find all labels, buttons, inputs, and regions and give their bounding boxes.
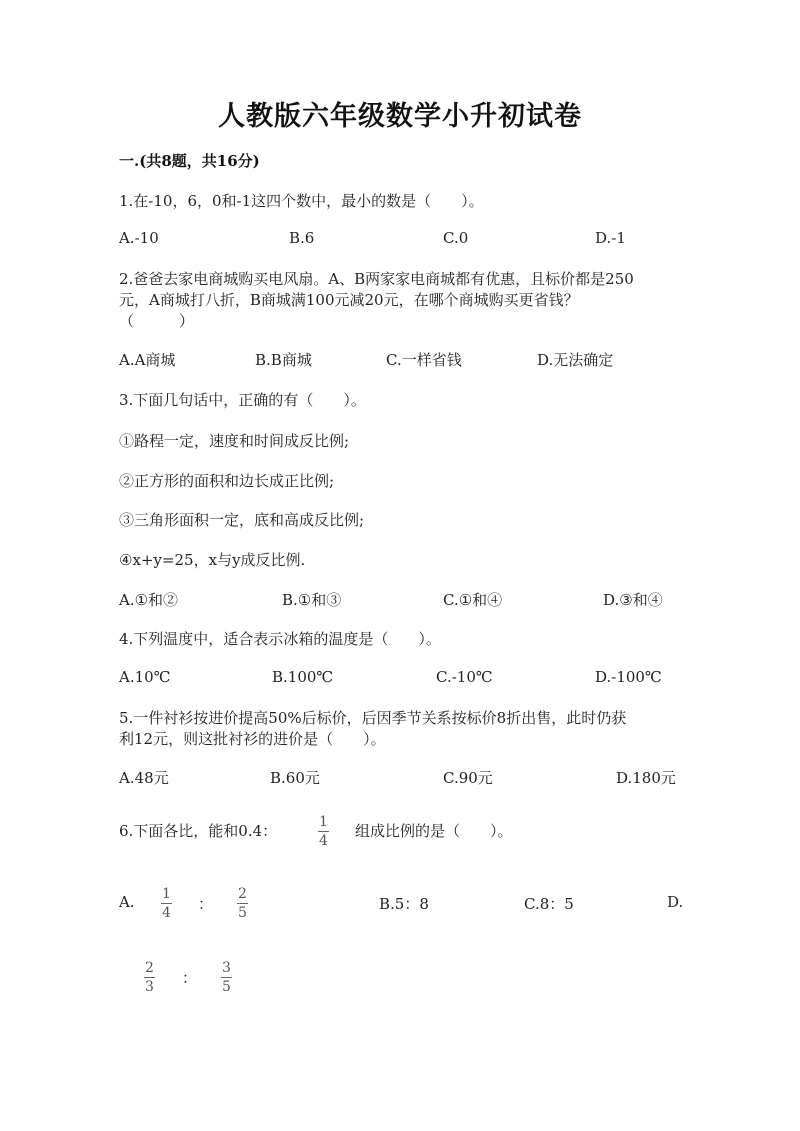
question-5-option-a: A.48元 [119, 769, 169, 787]
question-1-option-c: C.0 [443, 229, 469, 247]
question-6-option-a-label: A. [119, 893, 135, 911]
question-6-stem-end: 组成比例的是（ ）。 [355, 822, 513, 840]
fraction-numerator: 2 [238, 886, 247, 902]
question-6-stem-fraction [318, 815, 329, 848]
fraction-denominator: 3 [145, 979, 154, 995]
section-heading: 一.(共8题，共16分) [119, 152, 260, 170]
question-6-option-b: B.5：8 [379, 895, 429, 913]
fraction-numerator: 3 [222, 960, 231, 976]
question-6-option-d-label: D. [667, 893, 684, 911]
fraction-denominator: 4 [162, 905, 171, 921]
question-2-option-b: B.B商城 [255, 351, 312, 369]
question-6-option-a-colon: ： [198, 895, 214, 913]
question-6-option-d-fraction-1 [144, 961, 155, 994]
question-3-statement-1: ①路程一定，速度和时间成反比例; [119, 432, 350, 450]
question-3-statement-2: ②正方形的面积和边长成正比例; [119, 472, 335, 490]
fraction-numerator: 1 [319, 814, 328, 830]
question-3-stem: 3.下面几句话中，正确的有（ ）。 [119, 391, 366, 409]
question-1-option-d: D.-1 [595, 229, 626, 247]
fraction-denominator: 4 [319, 833, 328, 849]
question-5-option-c: C.90元 [443, 769, 493, 787]
question-5-option-d: D.180元 [616, 769, 676, 787]
question-5-line-1: 5.一件衬衫按进价提高50%后标价，后因季节关系按标价8折出售，此时仍获 [119, 709, 627, 727]
question-2-option-d: D.无法确定 [537, 351, 614, 369]
question-2-line-2: 元，A商城打八折，B商城满100元减20元，在哪个商城购买更省钱？ [119, 291, 579, 309]
question-2-line-3: （ ） [119, 312, 195, 330]
fraction-denominator: 5 [222, 979, 231, 995]
question-6-option-a-fraction-2 [237, 887, 248, 920]
fraction-numerator: 1 [162, 886, 171, 902]
question-6-option-d-fraction-2 [221, 961, 232, 994]
question-2-line-1: 2.爸爸去家电商城购买电风扇。A、B两家家电商城都有优惠，且标价都是250 [119, 270, 634, 288]
question-4-option-c: C.-10℃ [436, 668, 493, 686]
question-3-option-a: A.①和② [119, 591, 179, 609]
question-1-option-b: B.6 [289, 229, 315, 247]
question-4-option-d: D.-100℃ [595, 668, 662, 686]
question-4-option-b: B.100℃ [272, 668, 334, 686]
question-6-option-a-fraction-1 [161, 887, 172, 920]
question-3-option-d: D.③和④ [603, 591, 663, 609]
question-3-option-b: B.①和③ [282, 591, 342, 609]
question-5-option-b: B.60元 [270, 769, 320, 787]
question-1-option-a: A.-10 [119, 229, 159, 247]
fraction-denominator: 5 [238, 905, 247, 921]
question-6-option-c: C.8：5 [524, 895, 574, 913]
question-6-option-d-colon: ： [182, 969, 198, 987]
question-3-statement-4: ④x+y=25，x与y成反比例. [119, 551, 306, 569]
question-2-option-c: C.一样省钱 [386, 351, 462, 369]
page-title: 人教版六年级数学小升初试卷 [218, 101, 582, 132]
question-4-stem: 4.下列温度中，适合表示冰箱的温度是（ ）。 [119, 630, 441, 648]
question-3-statement-3: ③三角形面积一定，底和高成反比例; [119, 511, 365, 529]
question-4-option-a: A.10℃ [119, 668, 171, 686]
question-5-line-2: 利12元，则这批衬衫的进价是（ ）。 [119, 730, 386, 748]
question-1-stem: 1.在-10，6，0和-1这四个数中，最小的数是（ ）。 [119, 192, 484, 210]
question-6-stem-start: 6.下面各比，能和0.4： [119, 822, 278, 840]
question-2-option-a: A.A商城 [119, 351, 176, 369]
fraction-numerator: 2 [145, 960, 154, 976]
question-3-option-c: C.①和④ [443, 591, 503, 609]
